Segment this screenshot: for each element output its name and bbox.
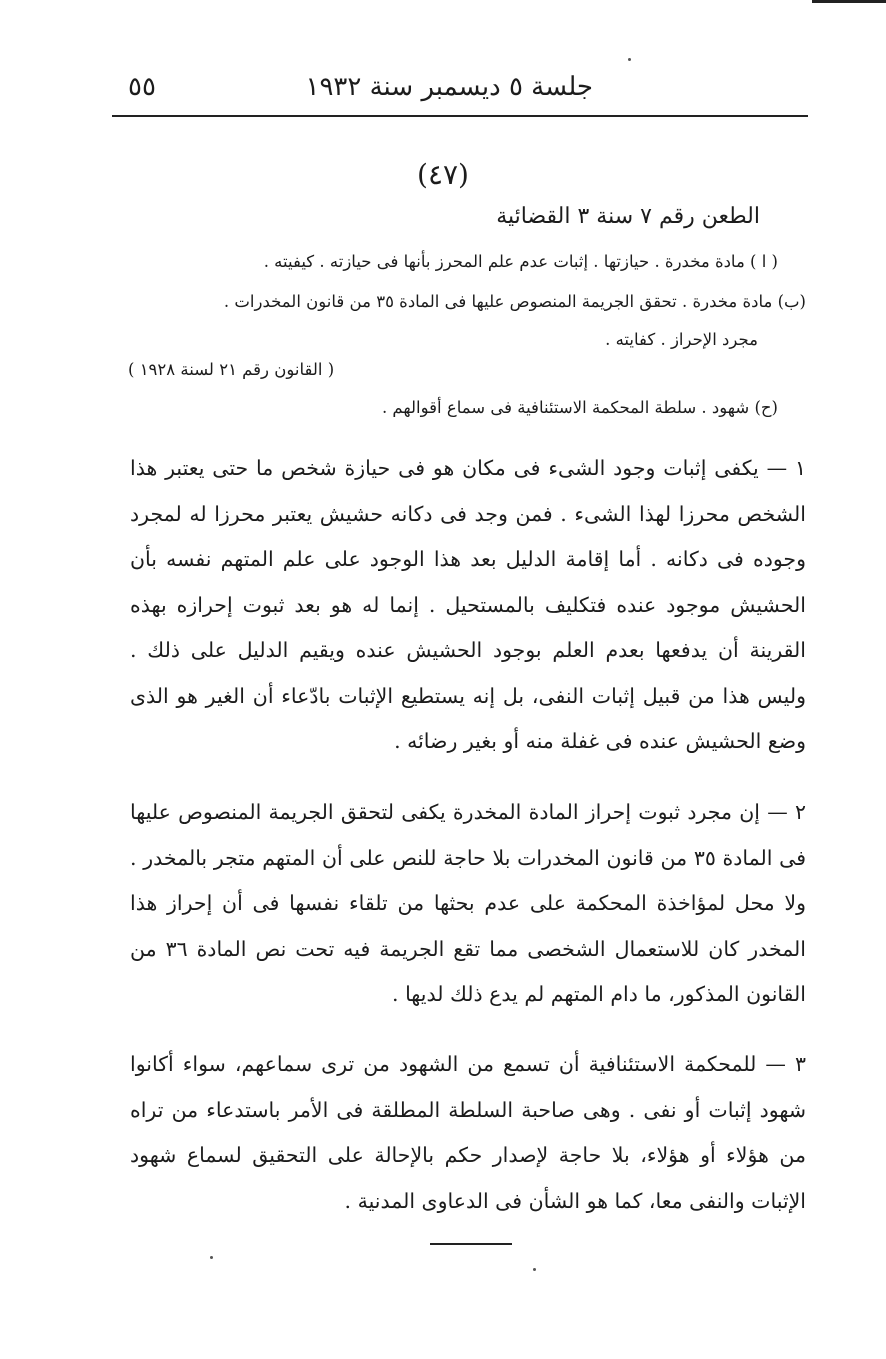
case-number: (٤٧) — [417, 158, 469, 191]
paragraph-3: ٣ — للمحكمة الاستئنافية أن تسمع من الشهود من ترى سماعهم، سواء أكانوا شهود إثبات أو نفى . وهى صاحبة السلطة المطلقة فى الأمر باستدعاء من تراه من هؤلاء أو هؤلاء، بلا حاجة لإصدار حكم بالإحالة على التحقيق لسماع شهود الإثبات والنفى معا، كما هو الشأن فى الدعاوى المدنية . — [130, 1052, 806, 1213]
speck — [628, 58, 631, 61]
top-edge-line — [812, 0, 886, 3]
page-header — [128, 72, 783, 108]
session-date-title: جلسة ٥ ديسمبر سنة ١٩٣٢ — [305, 72, 593, 102]
summary-item-b-line2: مجرد الإحراز . كفايته . — [605, 330, 758, 349]
summary-item-c: (ح) شهود . سلطة المحكمة الاستئنافية فى سماع أقوالهم . — [381, 398, 778, 417]
paragraph-2: ٢ — إن مجرد ثبوت إحراز المادة المخدرة يكفى لتحقق الجريمة المنصوص عليها فى المادة ٣٥ من قانون المخدرات بلا حاجة للنص على أن المتهم متجر بالمخدر . ولا محل لمؤاخذة المحكمة على عدم بحثها من تلقاء نفسها فى أن إحراز هذا المخدر كان للاستعمال الشخصى مما تقع الجريمة فيه تحت نص المادة ٣٦ من القانون المذكور، ما دام المتهم لم يدع ذلك لديها . — [130, 800, 807, 1006]
header-rule — [112, 115, 808, 117]
page-number: ٥٥ — [128, 72, 156, 102]
speck — [533, 1268, 536, 1271]
appeal-heading: الطعن رقم ٧ سنة ٣ القضائية — [496, 204, 760, 229]
paragraph-1: ١ — يكفى إثبات وجود الشىء فى مكان هو فى حيازة شخص ما حتى يعتبر هذا الشخص محرزا لهذا الشىء . فمن وجد فى دكانه حشيش يعتبر محرزا له لمجرد وجوده فى دكانه . أما إقامة الدليل بعد هذا الوجود على علم المتهم نفسه بأن الحشيش موجود عنده فتكليف بالمستحيل . إنما له هو بعد ثبوت إحرازه بهذه القرينة أن يدفعها بعدم العلم بوجود الحشيش عنده ويقيم الدليل على ذلك . وليس هذا من قبيل إثبات النفى، بل إنه يستطيع الإثبات بادّعاء أن الغير هو الذى وضع الحشيش عنده فى غفلة منه أو بغير رضائه . — [130, 456, 806, 753]
law-reference: ( القانون رقم ٢١ لسنة ١٩٢٨ ) — [128, 360, 335, 379]
summary-item-b-line1: (ب) مادة مخدرة . تحقق الجريمة المنصوص عليها فى المادة ٣٥ من قانون المخدرات . — [223, 292, 806, 311]
end-separator — [430, 1243, 512, 1245]
summary-item-a: ( ا ) مادة مخدرة . حيازتها . إثبات عدم علم المحرز بأنها فى حيازته . كيفيته . — [263, 252, 778, 271]
speck — [210, 1256, 213, 1259]
